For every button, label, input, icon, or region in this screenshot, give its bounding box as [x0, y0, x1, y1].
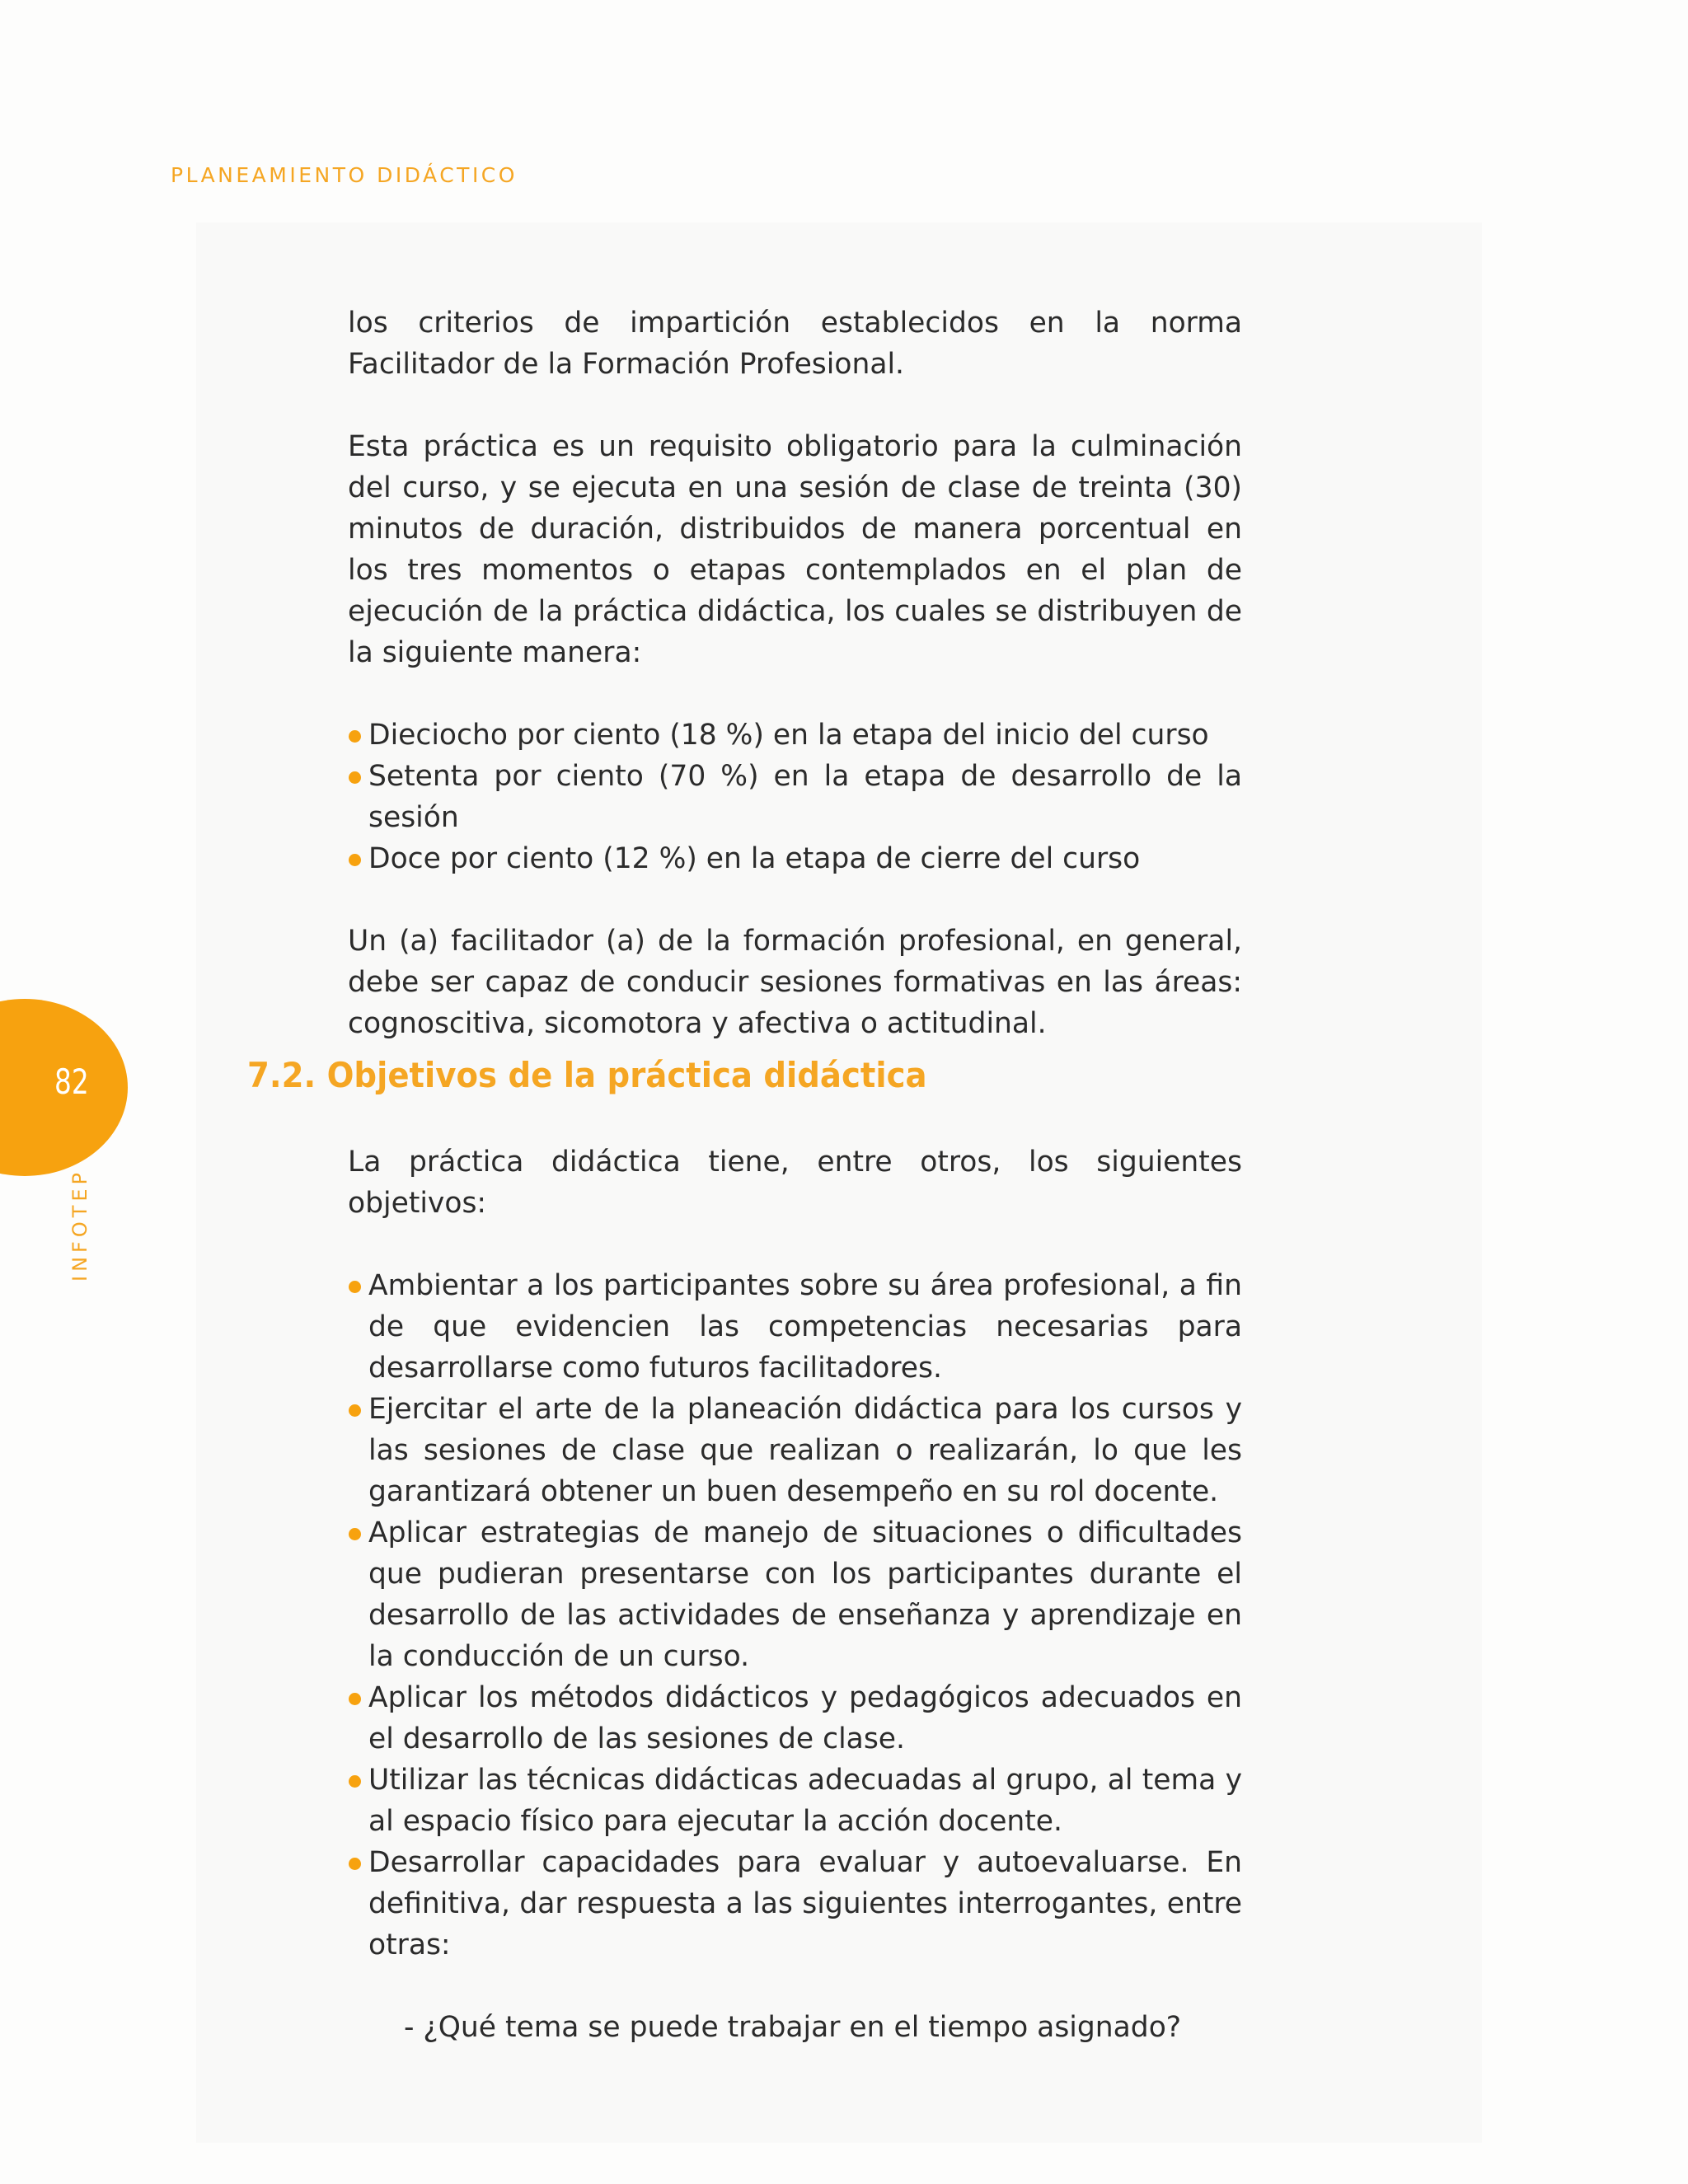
bullet-icon: [349, 1404, 361, 1417]
bullet-icon: [349, 1858, 361, 1870]
list-item: [348, 715, 1242, 756]
paragraph: La práctica didáctica tiene, entre otros, los siguientes objetivos:: [348, 1146, 1242, 1220]
list-item: [348, 1842, 1242, 1966]
list-item: [348, 1760, 1242, 1842]
publisher-label: INFOTEP: [68, 1168, 91, 1282]
intro-text-block: [348, 302, 1242, 1085]
stages-list: [348, 715, 1242, 879]
list-item-text: Utilizar las técnicas didácticas adecuadas al grupo, al tema y al espacio físico para ejecutar la acción docente.: [368, 1764, 1242, 1838]
list-item-text: Aplicar estrategias de manejo de situaciones o dificultades que pudieran presentarse con los participantes durante el desarrollo de las actividades de enseñanza y aprendizaje en la conducción de un curso.: [368, 1516, 1242, 1673]
list-item-text: Ejercitar el arte de la planeación didáctica para los cursos y las sesiones de clase que realizan o realizarán, lo que les garantizará obtener un buen desempeño en su rol docente.: [368, 1393, 1242, 1508]
list-item-text: Setenta por ciento (70 %) en la etapa de desarrollo de la sesión: [368, 760, 1242, 834]
list-item: [348, 1265, 1242, 1389]
list-item: [348, 838, 1242, 879]
bullet-icon: [349, 771, 361, 784]
section-heading: 7.2. Objetivos de la práctica didáctica: [247, 1055, 927, 1095]
list-item: [348, 1389, 1242, 1512]
paragraph: Esta práctica es un requisito obligatorio para la culminación del curso, y se ejecuta en una sesión de clase de treinta (30) minutos de duración, distribuidos de manera porcentual en los tres momentos o etapas contemplados en el plan de ejecución de la práctica didáctica, los cuales se distribuyen de la siguiente manera:: [348, 430, 1242, 669]
list-item-text: Aplicar los métodos didácticos y pedagógicos adecuados en el desarrollo de las sesiones de clase.: [368, 1681, 1242, 1755]
bullet-icon: [349, 1281, 361, 1293]
bullet-icon: [349, 1775, 361, 1788]
list-item-text: Doce por ciento (12 %) en la etapa de cierre del curso: [368, 842, 1141, 875]
list-item-text: Ambientar a los participantes sobre su área profesional, a fin de que evidencien las competencias necesarias para desarrollarse como futuros facilitadores.: [368, 1269, 1242, 1385]
bullet-icon: [349, 854, 361, 866]
running-header: PLANEAMIENTO DIDÁCTICO: [171, 163, 518, 187]
objectives-list: [348, 1265, 1242, 1966]
list-item-text: Desarrollar capacidades para evaluar y autoevaluarse. En definitiva, dar respuesta a las siguientes interrogantes, entre otras:: [368, 1846, 1242, 1961]
objectives-text-block: [348, 1141, 1242, 2048]
paragraph: los criterios de impartición establecidos en la norma Facilitador de la Formación Profesional.: [348, 307, 1242, 381]
page-number: 82: [54, 1062, 89, 1102]
bullet-icon: [349, 1528, 361, 1540]
question-item: - ¿Qué tema se puede trabajar en el tiempo asignado?: [404, 2011, 1182, 2044]
bullet-icon: [349, 1693, 361, 1705]
bullet-icon: [349, 730, 361, 743]
list-item: [348, 1677, 1242, 1760]
paragraph: Un (a) facilitador (a) de la formación profesional, en general, debe ser capaz de conducir sesiones formativas en las áreas: cognoscitiva, sicomotora y afectiva o actitudinal.: [348, 925, 1242, 1040]
list-item-text: Dieciocho por ciento (18 %) en la etapa del inicio del curso: [368, 719, 1209, 752]
list-item: [348, 756, 1242, 838]
list-item: [348, 1512, 1242, 1677]
